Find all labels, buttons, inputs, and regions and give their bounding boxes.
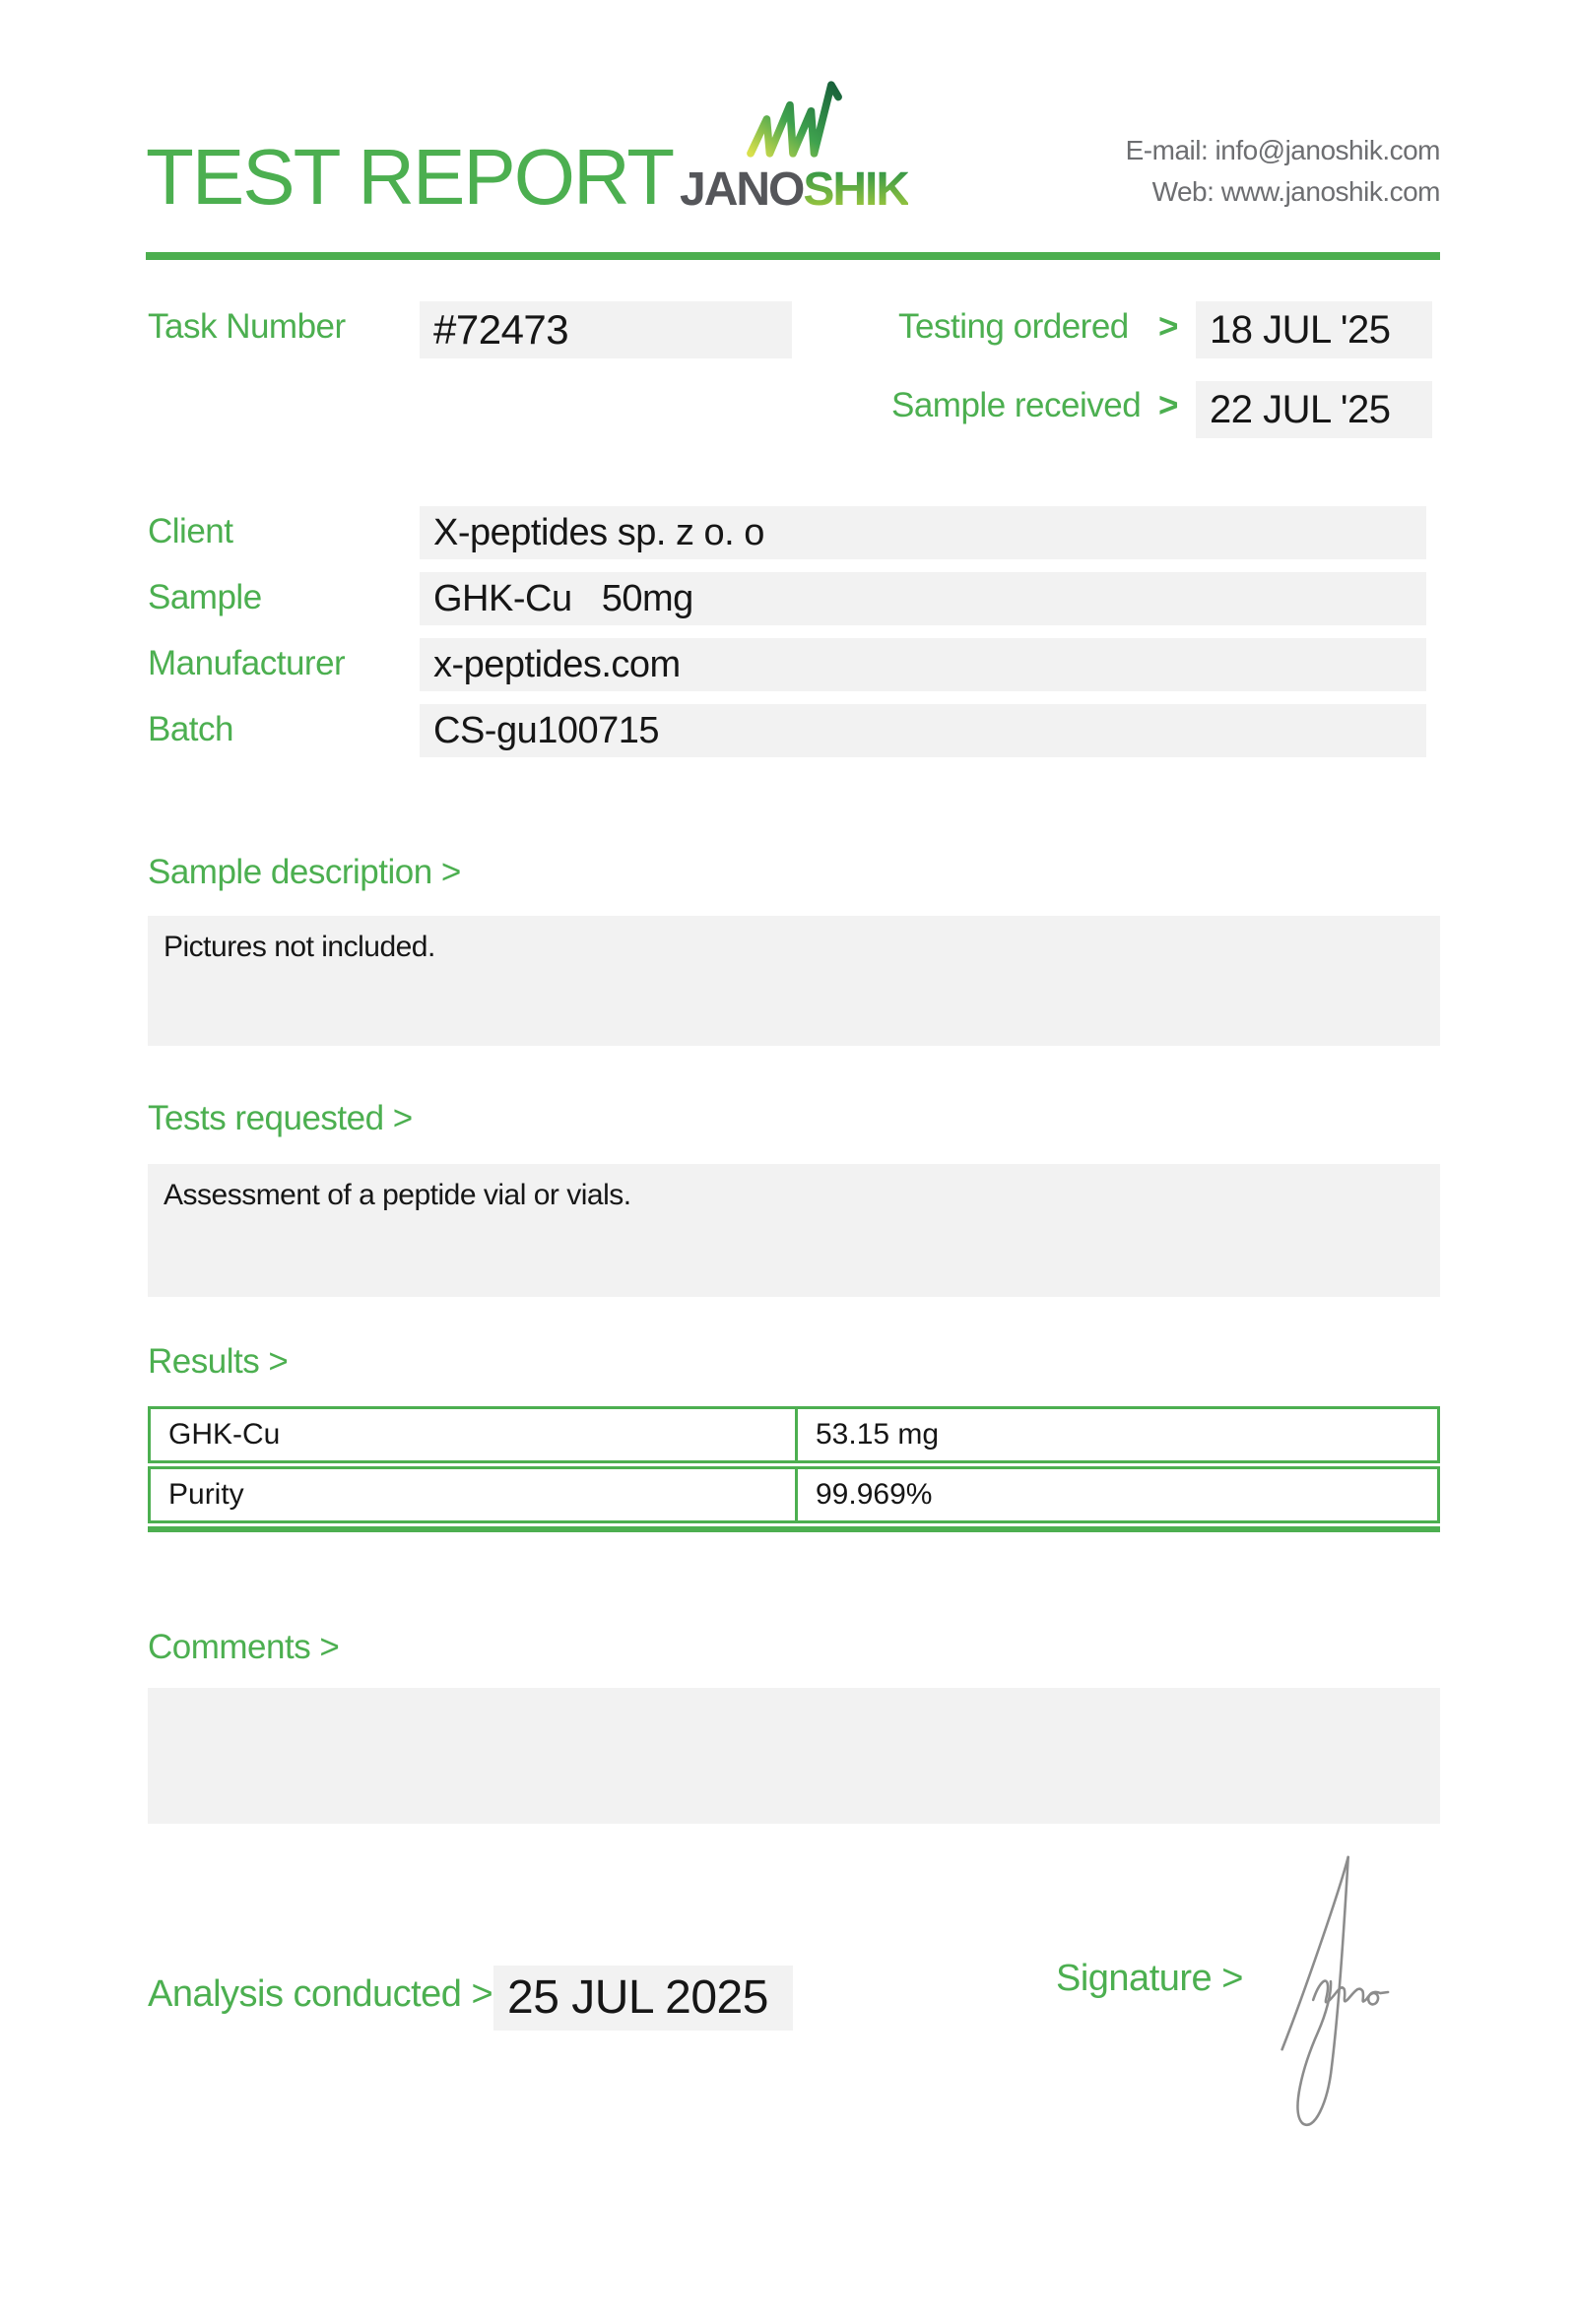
sample-value-box bbox=[420, 572, 1426, 625]
manufacturer-value: x-peptides.com bbox=[433, 644, 681, 685]
tests-requested-box bbox=[148, 1164, 1440, 1297]
task-number-label: Task Number bbox=[148, 307, 346, 346]
manufacturer-value-box bbox=[420, 638, 1426, 691]
analysis-conducted-label: Analysis conducted > bbox=[148, 1973, 493, 2015]
task-number-value: #72473 bbox=[433, 306, 569, 353]
client-value-box bbox=[420, 506, 1426, 559]
results-heading: Results > bbox=[148, 1342, 289, 1381]
trend-chart-icon bbox=[742, 77, 844, 161]
analysis-conducted-value: 25 JUL 2025 bbox=[507, 1971, 768, 2024]
testing-ordered-box bbox=[1196, 301, 1432, 358]
result-value-cell: 99.969% bbox=[816, 1478, 933, 1511]
sample-description-heading: Sample description > bbox=[148, 853, 461, 891]
page-title: TEST REPORT bbox=[146, 133, 674, 221]
client-label: Client bbox=[148, 512, 233, 550]
testing-ordered-label: Testing ordered bbox=[898, 307, 1129, 346]
batch-label: Batch bbox=[148, 710, 233, 748]
client-value: X-peptides sp. z o. o bbox=[433, 512, 764, 553]
comments-box bbox=[148, 1688, 1440, 1824]
signature-label: Signature > bbox=[1056, 1958, 1243, 1999]
contact-email: E-mail: info@janoshik.com bbox=[1125, 135, 1440, 165]
results-table bbox=[148, 1406, 1440, 1532]
tests-requested-heading: Tests requested > bbox=[148, 1099, 413, 1137]
contact-block bbox=[1126, 130, 1440, 213]
brand-logo bbox=[680, 77, 909, 216]
analysis-conducted-box bbox=[493, 1966, 793, 2031]
testing-ordered-arrow: > bbox=[1158, 307, 1179, 346]
sample-description-box bbox=[148, 916, 1440, 1046]
manufacturer-label: Manufacturer bbox=[148, 644, 346, 682]
sample-value: GHK-Cu 50mg bbox=[433, 578, 693, 619]
brand-word-dark: JANO bbox=[680, 163, 804, 216]
result-row-3 bbox=[148, 1526, 1440, 1532]
brand-wordmark bbox=[680, 163, 909, 216]
testing-ordered-value: 18 JUL '25 bbox=[1210, 308, 1391, 352]
sample-received-box bbox=[1196, 381, 1432, 438]
sample-received-value: 22 JUL '25 bbox=[1210, 388, 1391, 431]
task-number-box bbox=[420, 301, 792, 358]
brand-word-green: SHIK bbox=[803, 163, 909, 216]
handwritten-signature bbox=[1259, 1847, 1393, 2139]
sample-received-label: Sample received bbox=[891, 386, 1142, 424]
result-name-cell: GHK-Cu bbox=[151, 1409, 798, 1460]
batch-value: CS-gu100715 bbox=[433, 710, 660, 751]
result-name-cell: Purity bbox=[151, 1469, 798, 1520]
contact-web: Web: www.janoshik.com bbox=[1151, 176, 1440, 207]
sample-label: Sample bbox=[148, 578, 262, 616]
result-row-2 bbox=[148, 1466, 1440, 1523]
batch-value-box bbox=[420, 704, 1426, 757]
comments-text bbox=[148, 1688, 1440, 1700]
header-divider bbox=[146, 252, 1440, 260]
sample-description-text: Pictures not included. bbox=[164, 931, 435, 963]
result-value-cell: 53.15 mg bbox=[816, 1418, 940, 1451]
sample-received-arrow: > bbox=[1158, 386, 1179, 424]
tests-requested-text: Assessment of a peptide vial or vials. bbox=[164, 1179, 631, 1211]
result-row-1 bbox=[148, 1406, 1440, 1463]
comments-heading: Comments > bbox=[148, 1628, 340, 1666]
